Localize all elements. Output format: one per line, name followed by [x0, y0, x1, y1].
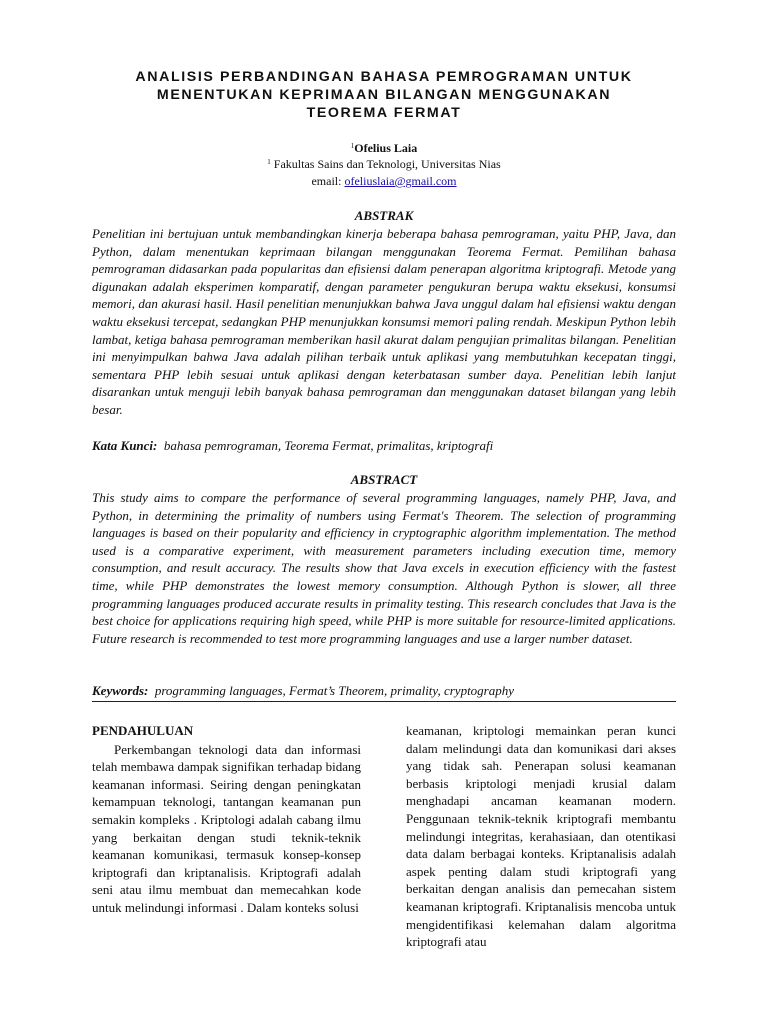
section-divider	[92, 701, 676, 702]
abstract-body: This study aims to compare the performance of several programming languages, namely PHP, Java, and Python, in determining the primality of numbers using Fermat's Theorem. The selection of programming languages is based on their popularity and efficiency in cryptographic algorithm implementation. The method used is a comparative experiment, with measurement parameters including execution time, memory consumption, and result accuracy. The results show that Java excels in execution efficiency with the fastest time, while PHP demonstrates the lowest memory consumption. Although Python is slower, all three programming languages produced accurate results in primality testing. This research concludes that Java is the best choice for applications requiring high speed, while PHP is more suitable for resource-limited applications. Future research is recommended to test more programming languages and use a larger number dataset.	[92, 490, 676, 646]
affiliation	[92, 157, 676, 172]
right-column	[406, 722, 676, 951]
affiliation-superscript: 1	[267, 158, 271, 166]
abstract-heading: ABSTRACT	[350, 472, 418, 487]
kata-kunci-line	[92, 438, 676, 454]
intro-paragraph-right: keamanan, kriptologi memainkan peran kunci dalam melindungi data dan komunikasi dari akses yang tidak sah. Penerapan solusi keamanan berbasis kriptologi menjadi krusial dalam menghadapi ancaman keamanan modern. Penggunaan teknik-teknik kriptografi membantu melindungi integritas, kerahasiaan, dan otentikasi data dalam berbagai konteks. Kriptanalisis adalah aspek penting dalam studi kriptografi yang berkaitan dengan analisis dan pemecahan sistem keamanan kriptografi. Kriptanalisis mencoba untuk mengidentifikasi kelemahan dalam algoritma kriptografi atau	[406, 723, 676, 950]
kata-kunci-values: bahasa pemrograman, Teorema Fermat, primalitas, kriptografi	[163, 438, 494, 453]
title-line-3: TEOREMA FERMAT	[306, 105, 462, 121]
kata-kunci-label: Kata Kunci:	[92, 438, 158, 453]
pendahuluan-heading: PENDAHULUAN	[92, 723, 194, 738]
paper-title	[92, 68, 676, 122]
keywords-label: Keywords:	[92, 683, 149, 698]
author-superscript: 1	[350, 142, 355, 150]
keywords-values: programming languages, Fermat’s Theorem, primality, cryptography	[154, 683, 515, 698]
author-name-text: Ofelius Laia	[354, 141, 418, 155]
title-line-1: ANALISIS PERBANDINGAN BAHASA PEMROGRAMAN UNTUK	[135, 69, 633, 85]
left-column	[92, 722, 361, 917]
email-line	[92, 174, 676, 189]
abstrak-body: Penelitian ini bertujuan untuk membandingkan kinerja beberapa bahasa pemrograman, yaitu PHP, Java, dan Python, dalam menentukan keprimaan bilangan menggunakan Teorema Fermat. Pemilihan bahasa pemrograman didasarkan pada popularitas dan efisiensi dalam penerapan algoritma kriptografi. Metode yang digunakan adalah eksperimen komparatif, dengan parameter pengukuran berupa waktu eksekusi, konsumsi memori, dan akurasi hasil. Hasil penelitian menunjukkan bahwa Java unggul dalam hal efisiensi waktu dengan waktu eksekusi tercepat, sedangkan PHP menunjukkan konsumsi memori paling rendah. Meskipun Python lebih lambat, ketiga bahasa pemrograman memberikan hasil akurat dalam pengujian primalitas bilangan. Penelitian ini menyimpulkan bahwa Java adalah pilihan terbaik untuk aplikasi yang membutuhkan kecepatan tinggi, sementara PHP lebih sesuai untuk aplikasi dengan keterbatasan sumber daya. Penelitian lebih lanjut disarankan untuk menguji lebih banyak bahasa pemrograman dan menggunakan dataset bilangan yang lebih besar.	[92, 226, 676, 417]
keywords-line	[92, 683, 676, 699]
intro-paragraph-left: Perkembangan teknologi data dan informasi telah membawa dampak signifikan terhadap bidang keamanan informasi. Seiring dengan peningkatan kemampuan teknologi, tantangan keamanan pun semakin kompleks . Kriptologi adalah cabang ilmu yang berkaitan dengan studi teknik-teknik keamanan komunikasi, termasuk konsep-konsep kriptografi dan kriptanalisis. Kriptografi adalah seni atau ilmu membuat dan memecahkan kode untuk melindungi informasi . Dalam konteks solusi	[92, 741, 361, 915]
email-label: email:	[311, 174, 345, 188]
abstrak-heading: ABSTRAK	[354, 208, 414, 223]
affiliation-text: Fakultas Sains dan Teknologi, Universitas Nias	[273, 157, 501, 171]
email-link[interactable]: ofeliuslaia@gmail.com	[344, 174, 457, 188]
author-name	[92, 141, 676, 156]
title-line-2: MENENTUKAN KEPRIMAAN BILANGAN MENGGUNAKAN	[156, 87, 612, 103]
